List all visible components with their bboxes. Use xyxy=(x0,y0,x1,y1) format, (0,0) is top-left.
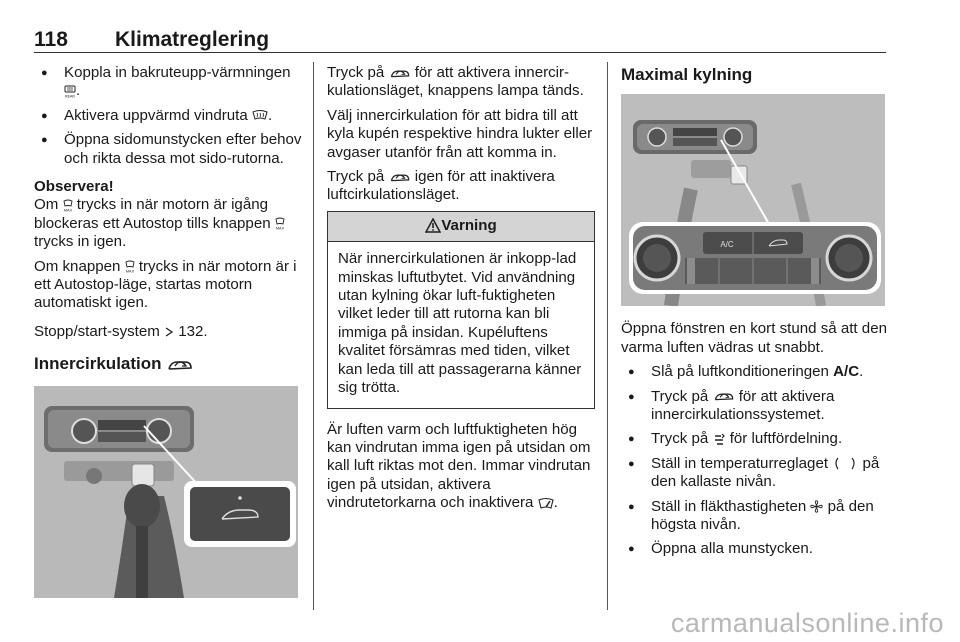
column-divider-2 xyxy=(607,62,608,610)
paragraph: Tryck på igen för att inaktivera luftcirkulationsläget. xyxy=(327,168,555,204)
recirculation-icon xyxy=(166,358,194,372)
section-heading: Innercirkulation xyxy=(34,355,302,373)
column-1 xyxy=(34,64,302,598)
header-rule xyxy=(34,52,886,53)
warning-triangle-icon xyxy=(425,218,441,233)
svg-text:MAX: MAX xyxy=(125,269,134,274)
section-heading: Maximal kylning xyxy=(621,65,753,84)
list-item: ● Öppna alla munstycken. xyxy=(621,540,887,558)
watermark: carmanualsonline.info xyxy=(670,608,944,638)
bullet-list xyxy=(34,64,302,168)
column-2 xyxy=(327,64,595,519)
note-paragraph: Om knappen MAX trycks in när motorn är i ett Autostop-läge, startas motorn automatiskt igen. xyxy=(34,257,297,312)
list-item: ● Koppla in bakruteupp-värmningen REAR . xyxy=(34,64,302,101)
paragraph: Öppna fönstren en kort stund så att den varma luften vädras ut snabbt. xyxy=(621,320,887,356)
warning-body: När innercirkulationen är inkopp-lad minskas luftutbytet. Vid användning utan kylning ökar luft-fuktigheten vilket leder till att rutorna kan bli immiga på insidan. Kupéluftens kvalitet försämras med tiden, vilket kan leda till att passagerarna känner sig trötta. xyxy=(338,250,582,397)
max-defrost-icon xyxy=(275,217,285,230)
rear-window-heat-icon xyxy=(64,85,76,98)
svg-text:REAR: REAR xyxy=(65,94,75,98)
paragraph: Är luften varm och luftfuktigheten hög kan vindrutan imma igen på utsidan om kall luft riktas mot den. Immar vindrutan igen på utsidan, aktivera vindrutetorkarna och inaktivera . xyxy=(327,420,591,512)
photo-ac-label: A/C xyxy=(720,240,734,250)
note-title: Observera! xyxy=(34,178,114,196)
paragraph: Välj innercirkulation för att bidra till att kyla kupén respektive hindra lukter eller avgaser utanför från att komma in. xyxy=(327,106,593,161)
list-item: ● Tryck på för att aktivera innercirkulationssystemet. xyxy=(621,388,887,425)
warning-box xyxy=(327,211,595,409)
temperature-icon xyxy=(832,457,858,470)
note-paragraph: Om MAX trycks in när motorn är igång blockeras ett Autostop tills knappen MAX trycks in igen. xyxy=(34,196,284,251)
svg-text:MAX: MAX xyxy=(275,226,284,231)
air-distribution-icon xyxy=(713,433,726,446)
list-item: ● Tryck på för luftfördelning. xyxy=(621,430,887,448)
fan-icon xyxy=(810,500,823,513)
bullet-list xyxy=(621,363,887,559)
wiper-icon xyxy=(538,497,554,510)
chapter-title: Klimatreglering xyxy=(115,28,270,51)
windscreen-heat-icon xyxy=(252,110,268,122)
column-divider-1 xyxy=(313,62,314,610)
cross-reference: Stopp/start-system 132. xyxy=(34,322,208,340)
list-item: ● Ställ in temperaturreglaget på den kallaste nivån. xyxy=(621,455,887,492)
climate-panel-photo xyxy=(621,94,885,306)
recirculation-icon xyxy=(713,391,735,402)
max-defrost-icon xyxy=(125,260,135,273)
page-ref-arrow-icon xyxy=(164,327,174,337)
list-item: ● Öppna sidomunstycken efter behov och rikta dessa mot sido-rutorna. xyxy=(34,131,302,168)
max-defrost-icon xyxy=(63,199,73,212)
recirculation-icon xyxy=(389,172,411,183)
console-photo xyxy=(34,386,298,598)
list-item: ● Aktivera uppvärmd vindruta . xyxy=(34,107,302,125)
svg-text:MAX: MAX xyxy=(63,208,72,212)
recirculation-icon xyxy=(389,68,411,79)
warning-header: Varning xyxy=(328,212,594,242)
column-3 xyxy=(621,64,887,565)
paragraph: Tryck på för att aktivera innercir-kulationsläget, knappens lampa tänds. xyxy=(327,64,584,100)
page-number: 118 xyxy=(34,28,68,51)
list-item: ● Ställ in fläkthastigheten på den högsta nivån. xyxy=(621,498,887,535)
list-item: ● Slå på luftkonditioneringen A/C. xyxy=(621,363,887,381)
